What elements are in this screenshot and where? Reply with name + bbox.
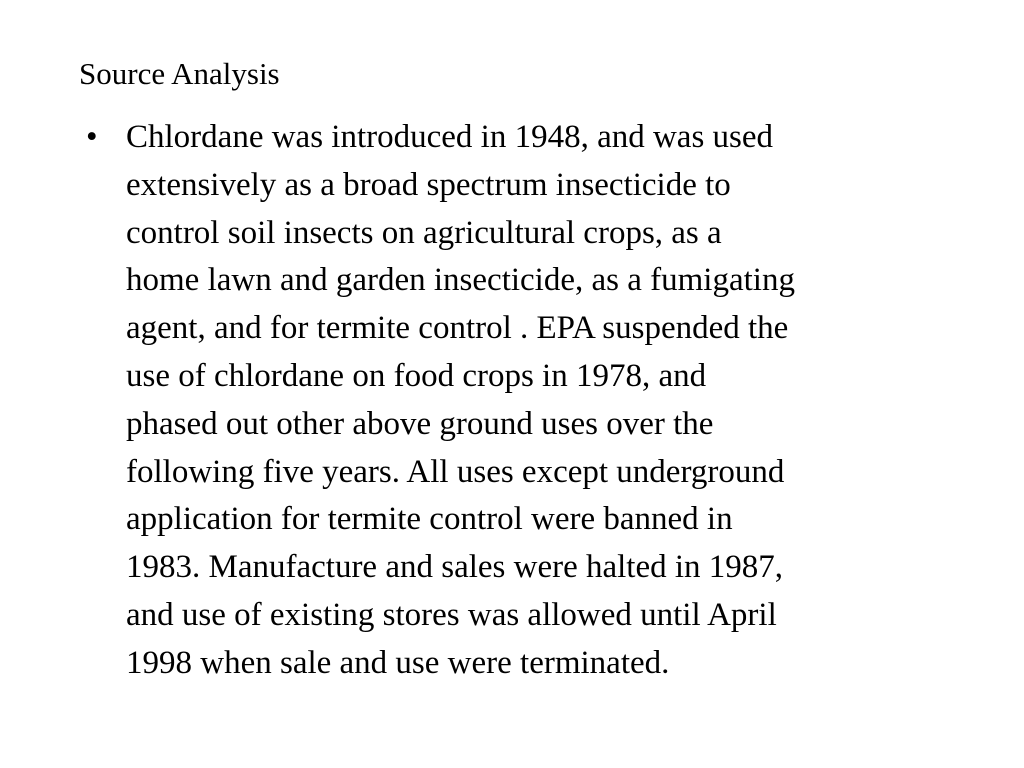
bullet-text-line: 1983. Manufacture and sales were halted in 1987, — [126, 549, 784, 586]
bullet-text-line: 1998 when sale and use were terminated. — [126, 644, 670, 681]
bullet-text-line: control soil insects on agricultural crops, as a — [126, 214, 722, 251]
bullet-text-line: phased out other above ground uses over the — [126, 405, 714, 442]
bullet-text-line: use of chlordane on food crops in 1978, and — [126, 357, 707, 394]
bullet-text — [126, 114, 1006, 688]
bullet-text-line: home lawn and garden insecticide, as a fumigating — [126, 262, 795, 299]
bullet-text-line: agent, and for termite control . EPA suspended the — [126, 310, 789, 347]
bullet-text-line: Chlordane was introduced in 1948, and was used — [126, 119, 774, 155]
bullet-marker: • — [86, 119, 98, 155]
slide-title: Source Analysis — [79, 56, 280, 91]
bullet-text-line: and use of existing stores was allowed until April — [126, 596, 777, 633]
bullet-text-line: following five years. All uses except underground — [126, 453, 785, 490]
bullet-text-line: extensively as a broad spectrum insecticide to — [126, 166, 731, 203]
bullet-text-line: application for termite control were banned in — [126, 501, 733, 538]
